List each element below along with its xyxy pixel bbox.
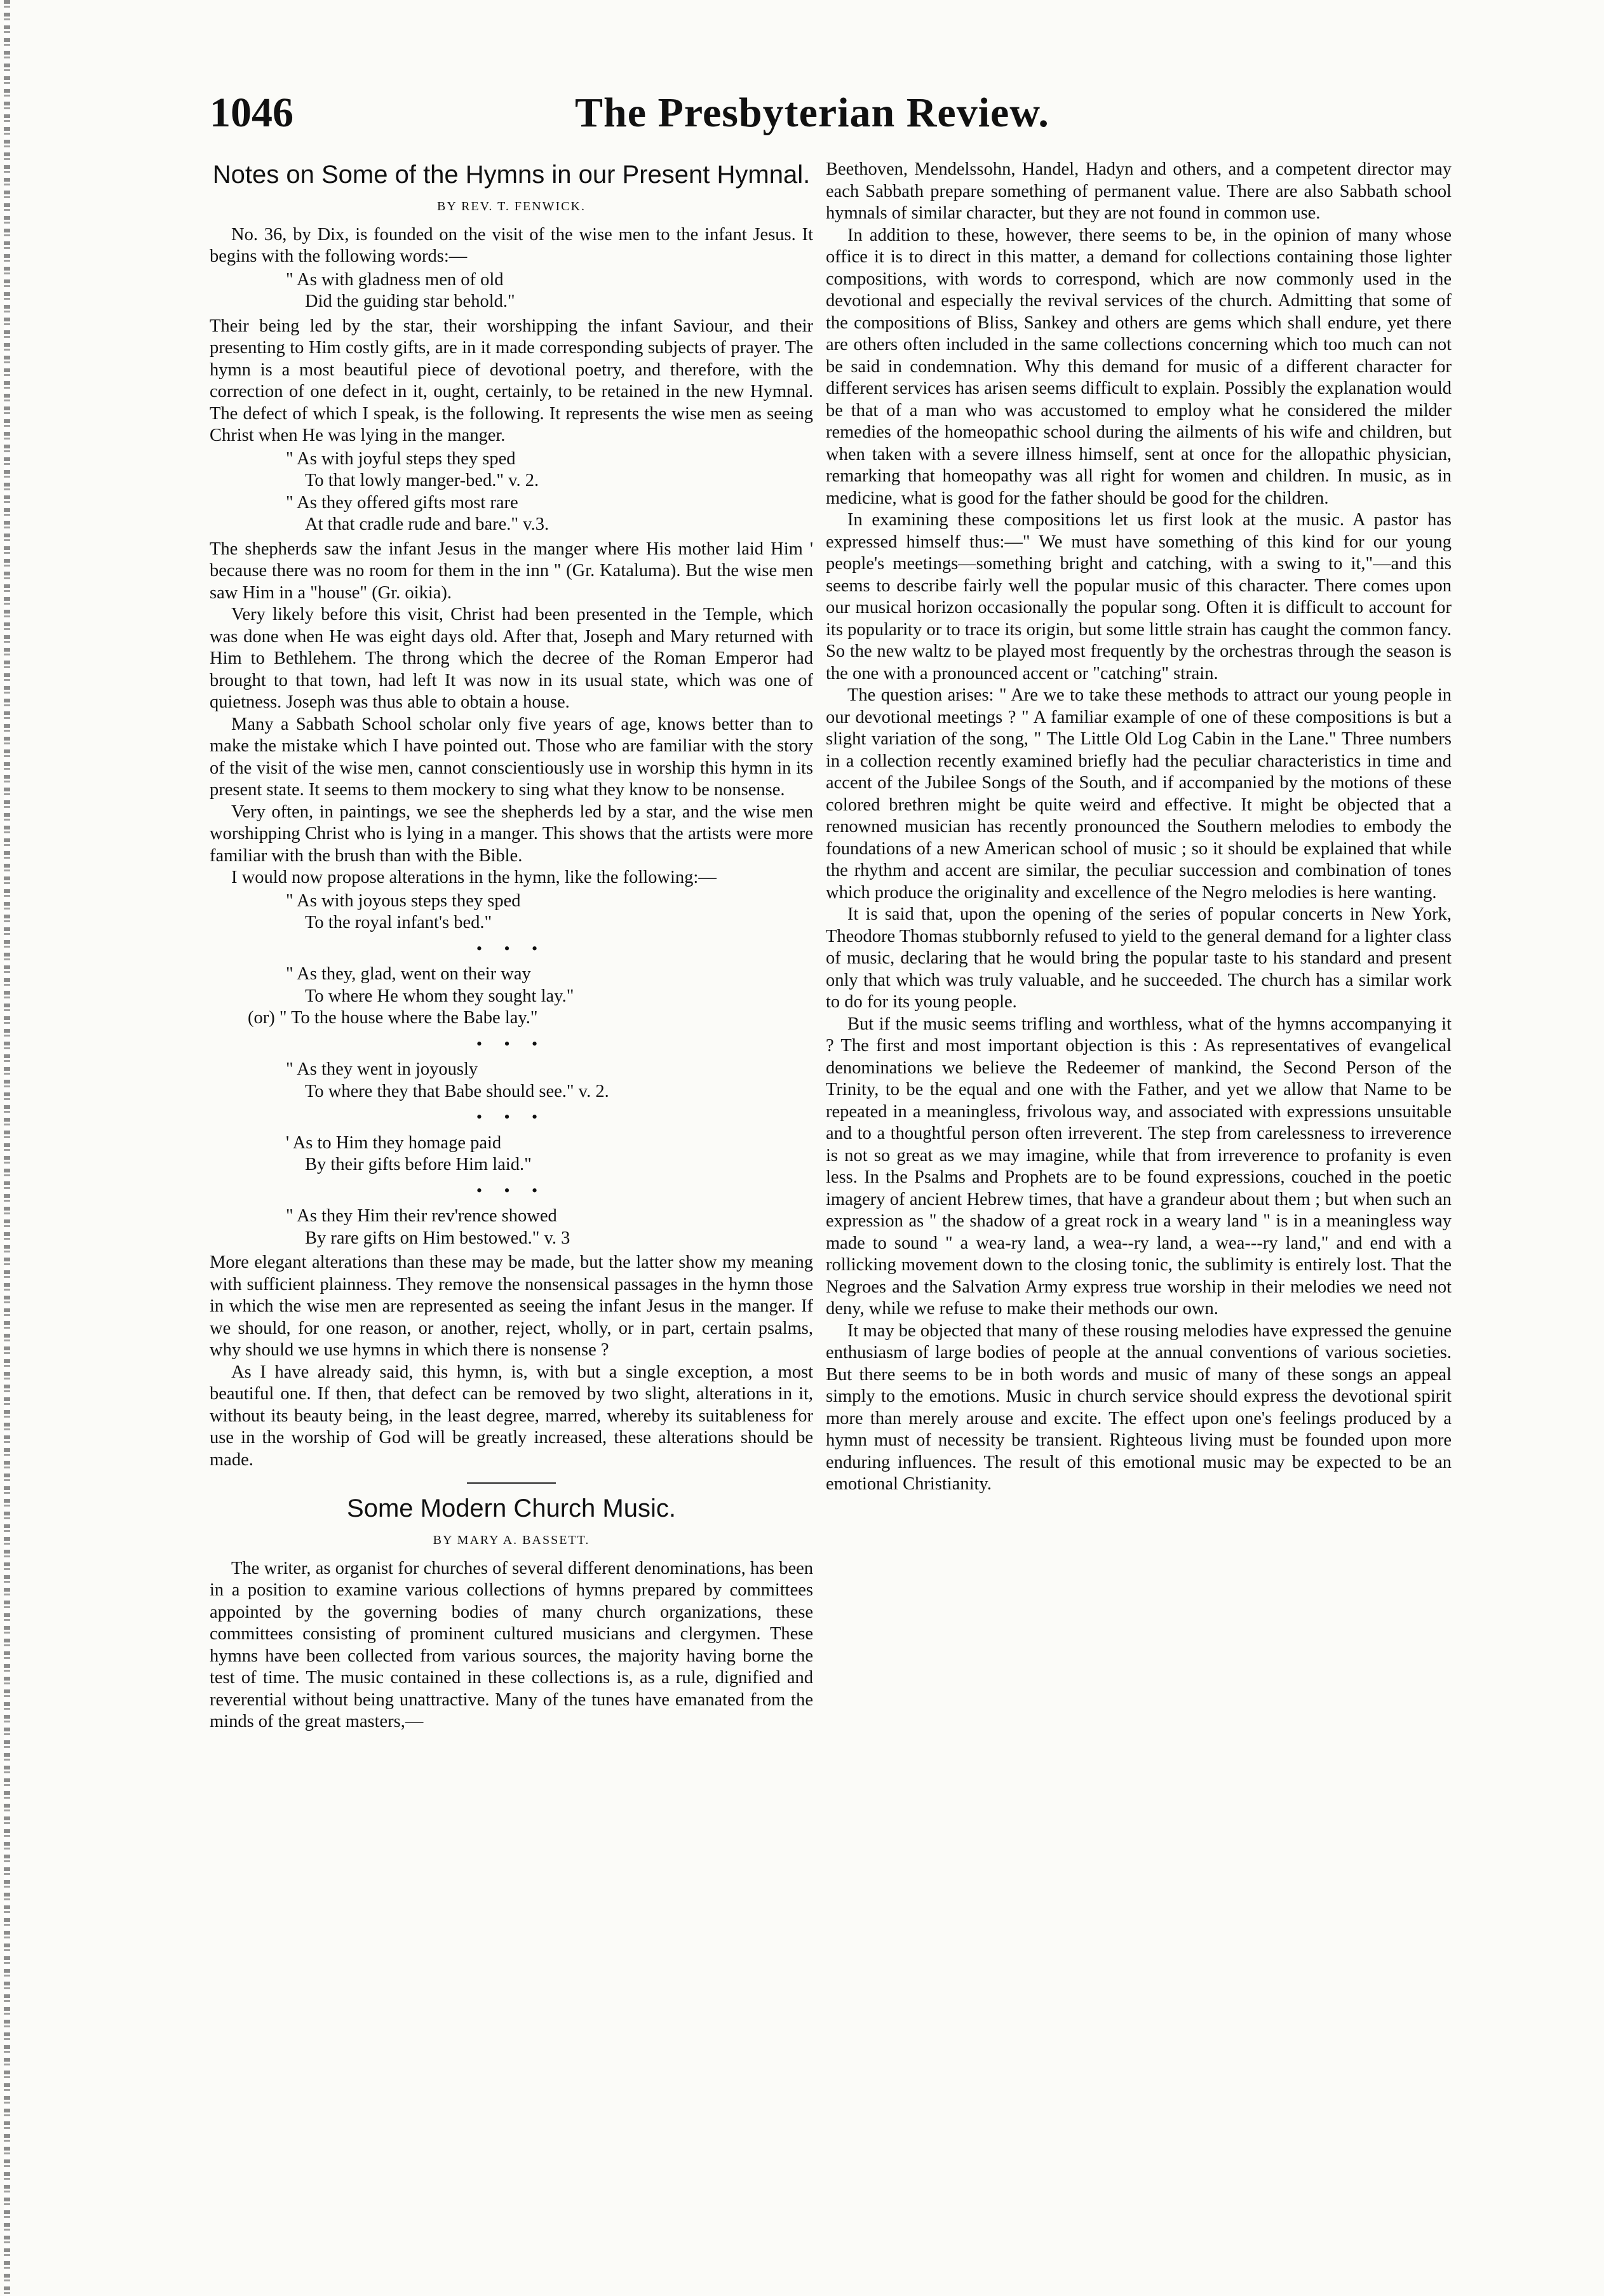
verse-line: (or) " To the house where the Babe lay.": [248, 1008, 538, 1028]
section-divider: [467, 1482, 556, 1484]
verse-line: By rare gifts on Him bestowed." v. 3: [305, 1228, 570, 1248]
ellipsis-dots: • • •: [476, 939, 547, 958]
verse-block: [210, 890, 813, 934]
article2-title: Some Modern Church Music.: [347, 1494, 676, 1522]
verse-block: [210, 1059, 813, 1103]
right-column: [826, 159, 1452, 1496]
article2-byline: BY MARY A. BASSETT.: [433, 1533, 590, 1547]
article1-paragraph: Very often, in paintings, we see the shepherds led by a star, and the wise men worshipping Christ who is lying in a manger. This shows that the artists were more familiar with the brush than with the Bible.: [210, 802, 813, 866]
verse-line: " As they went in joyously: [286, 1059, 478, 1079]
verse-line: To that lowly manger-bed." v. 2.: [305, 471, 539, 490]
verse-line: To the royal infant's bed.": [305, 913, 492, 932]
article2-paragraph: In addition to these, however, there seems to be, in the opinion of many whose office it is to direct in this matter, a demand for collections containing those lighter compositions, with words to correspond, which are now commonly used in the devotional and especially the revival services of the church. Admitting that some of the compositions of Bliss, Sankey and others are gems which shall endure, yet there are others often included in the same collections concerning which too much can not be said in condemnation. Why this demand for music of a different character for different services has arisen seems difficult to explain. Possibly the explanation would be that of a man who was accustomed to employ what he considered the milder remedies of the homeopathic school during the ailments of his wife and children, but when taken with a severe illness himself, sent at once for the allopathic physician, remarking that homeopathy was all right for women and children. In music, as in medicine, what is good for the father should be good for the children.: [826, 225, 1452, 508]
article1-paragraph: More elegant alterations than these may be made, but the latter show my meaning with sufficient plainness. They remove the nonsensical passages in the hymn those in which the wise men are represented as seeing the infant Jesus in the manger. If we should, for one reason, or another, reject, wholly, or in part, certain psalms, why should we use hymns in which there is nonsense ?: [210, 1252, 813, 1360]
ellipsis-dots: • • •: [476, 1034, 547, 1053]
article1-paragraph: Very likely before this visit, Christ had been presented in the Temple, which was done when He was eight days old. After that, Joseph and Mary returned with Him to Bethlehem. The throng which the decree of the Roman Emperor had brought to that town, had left It was now in its usual state, which was one of quietness. Joseph was thus able to obtain a house.: [210, 605, 813, 712]
left-column: [210, 159, 813, 1733]
article2-paragraph: It may be objected that many of these rousing melodies have expressed the genuine enthusiasm of large bodies of people at the annual conventions of various societies. But there seems to be in both words and music of many of these songs an appeal simply to the emotions. Music in church service should express the devotional spirit more than merely arouse and excite. The effect upon one's feelings produced by a hymn must of necessity be transient. Righteous living must be founded upon more enduring influences. The result of this emotional music may be expected to be an emotional Christianity.: [826, 1320, 1452, 1494]
article1-paragraph: As I have already said, this hymn, is, with but a single exception, a most beautiful one. If then, that defect can be removed by two slight, alterations in it, without its beauty being, in the least degree, marred, whereby its suitableness for use in the worship of God will be greatly increased, these alterations should be made.: [210, 1362, 813, 1470]
verse-block: [210, 1132, 813, 1176]
article2-paragraph: But if the music seems trifling and worthless, what of the hymns accompanying it ? The first and most important objection is this : As representatives of evangelical denominations we believe the Redeemer of mankind, the Second Person of the Trinity, to be the equal and one with the Father, and yet we allow that Name to be repeated in a meaningless, frivolous way, and associated with expressions unsuitable and to a thoughtful person often irreverent. The step from carelessness to irreverence is not so great as we may imagine, while that from irreverence to profanity is even less. In the Psalms and Prophets are to be found expressions, couched in the poetic imagery of ancient Hebrew times, that have a grandeur about them ; but when such an expression as " the shadow of a great rock in a weary land " is in a meaningless way made to sound " a wea-ry land, a wea--ry land, a wea---ry land," and end with a rollicking movement down to the closing tonic, the sublimity is entirely lost. That the Negroes and the Salvation Army express true worship in their melodies we need not deny, while we refuse to make their methods our own.: [826, 1014, 1452, 1319]
article1-paragraph: The shepherds saw the infant Jesus in the manger where His mother laid Him ' because there was no room for them in the inn " (Gr. Kataluma). But the wise men saw Him in a "house" (Gr. oikia).: [210, 539, 813, 603]
article1-title: Notes on Some of the Hymns in our Present Hymnal.: [212, 161, 811, 189]
publication-title: The Presbyterian Review.: [575, 90, 1049, 136]
article2-paragraph: Beethoven, Mendelssohn, Handel, Hadyn and others, and a competent director may each Sabbath prepare something of permanent value. There are also Sabbath school hymnals of similar character, but they are not found in common use.: [826, 159, 1452, 223]
verse-line: " As they Him their rev'rence showed: [286, 1206, 557, 1226]
verse-line: At that cradle rude and bare." v.3.: [305, 514, 549, 534]
article1-paragraph: No. 36, by Dix, is founded on the visit of the wise men to the infant Jesus. It begins with the following words:—: [210, 224, 813, 266]
verse-line: To where He whom they sought lay.": [305, 986, 574, 1006]
page-edge-decoration: [4, 0, 10, 2296]
verse-line: " As with joyous steps they sped: [286, 890, 521, 911]
verse-block: [210, 1205, 813, 1249]
article1-paragraph: Many a Sabbath School scholar only five years of age, knows better than to make the mistake which I have pointed out. Those who are familiar with the story of the visit of the wise men, cannot conscientiously use in worship this hymn in its present state. It seems to them mockery to sing what they know to be nonsense.: [210, 714, 813, 800]
verse-line: " As with gladness men of old: [286, 269, 504, 290]
article1-byline: BY REV. T. FENWICK.: [437, 199, 586, 213]
verse-line: To where they that Babe should see." v. 2.: [305, 1081, 609, 1101]
article2-paragraph: It is said that, upon the opening of the series of popular concerts in New York, Theodore Thomas stubbornly refused to yield to the general demand for a lighter class of music, declaring that he would bring the popular taste to his standard and present only that which was truly valuable, and he succeeded. The church has a similar work to do for its young people.: [826, 904, 1452, 1012]
ellipsis-dots: • • •: [476, 1181, 547, 1200]
verse-block: [210, 269, 813, 313]
article2-paragraph: The writer, as organist for churches of several different denominations, has been in a position to examine various collections of hymns prepared by committees appointed by the governing bodies of many church organizations, these committees consisting of prominent cultured musicians and clergymen. These hymns have been collected from various sources, the majority having borne the test of time. The music contained in these collections is, as a rule, dignified and reverential without being unattractive. Many of the tunes have emanated from the minds of the great masters,—: [210, 1558, 813, 1731]
ellipsis-dots: • • •: [476, 1108, 547, 1126]
verse-line: " As with joyful steps they sped: [286, 448, 516, 469]
verse-line: Did the guiding star behold.": [305, 292, 515, 311]
page-number: 1046: [210, 90, 293, 136]
article1-paragraph: I would now propose alterations in the hymn, like the following:—: [231, 868, 717, 887]
article2-paragraph: In examining these compositions let us first look at the music. A pastor has expressed himself thus:—" We must have something of this kind for our young people's meetings—something bright and catching, with a swing to it,"—and this seems to describe fairly well the popular music of this character. There comes upon our musical horizon occasionally the popular song. Often it is difficult to account for its popularity or to trace its origin, but some little strain has caught the common fancy. So the new waltz to be played most frequently by the orchestras through the season is the one with a pronounced accent or "catching" strain.: [826, 510, 1452, 683]
article1-paragraph: Their being led by the star, their worshipping the infant Saviour, and their presenting to Him costly gifts, are in it made corresponding subjects of prayer. The hymn is a most beautiful piece of devotional poetry, and therefore, with the correction of one defect in it, ought, certainly, to be retained in the new Hymnal. The defect of which I speak, is the following. It represents the wise men as seeing Christ when He was lying in the manger.: [210, 316, 813, 445]
verse-line: ' As to Him they homage paid: [286, 1132, 502, 1153]
verse-block: [210, 963, 813, 1030]
verse-line: By their gifts before Him laid.": [305, 1155, 532, 1174]
verse-line: " As they offered gifts most rare: [286, 492, 518, 513]
verse-line: " As they, glad, went on their way: [286, 964, 531, 984]
article2-paragraph: The question arises: " Are we to take these methods to attract our young people in our devotional meetings ? " A familiar example of one of these compositions is but a slight variation of the song, " The Little Old Log Cabin in the Lane." Three numbers in a collection recently examined briefly had the peculiar characteristics in time and accent of the Jubilee Songs of the South, and if accompanied by the motions of these colored brethren might be quite weird and effective. It might be objected that a renowned musician has recently pronounced the Southern melodies to embody the foundations of a new American school of music ; so it should be explained that while the rhythm and accent are similar, the peculiar succession and combination of tones which produce the originality and excellence of the Negro melodies is here wanting.: [826, 685, 1452, 903]
verse-block: [210, 448, 813, 536]
